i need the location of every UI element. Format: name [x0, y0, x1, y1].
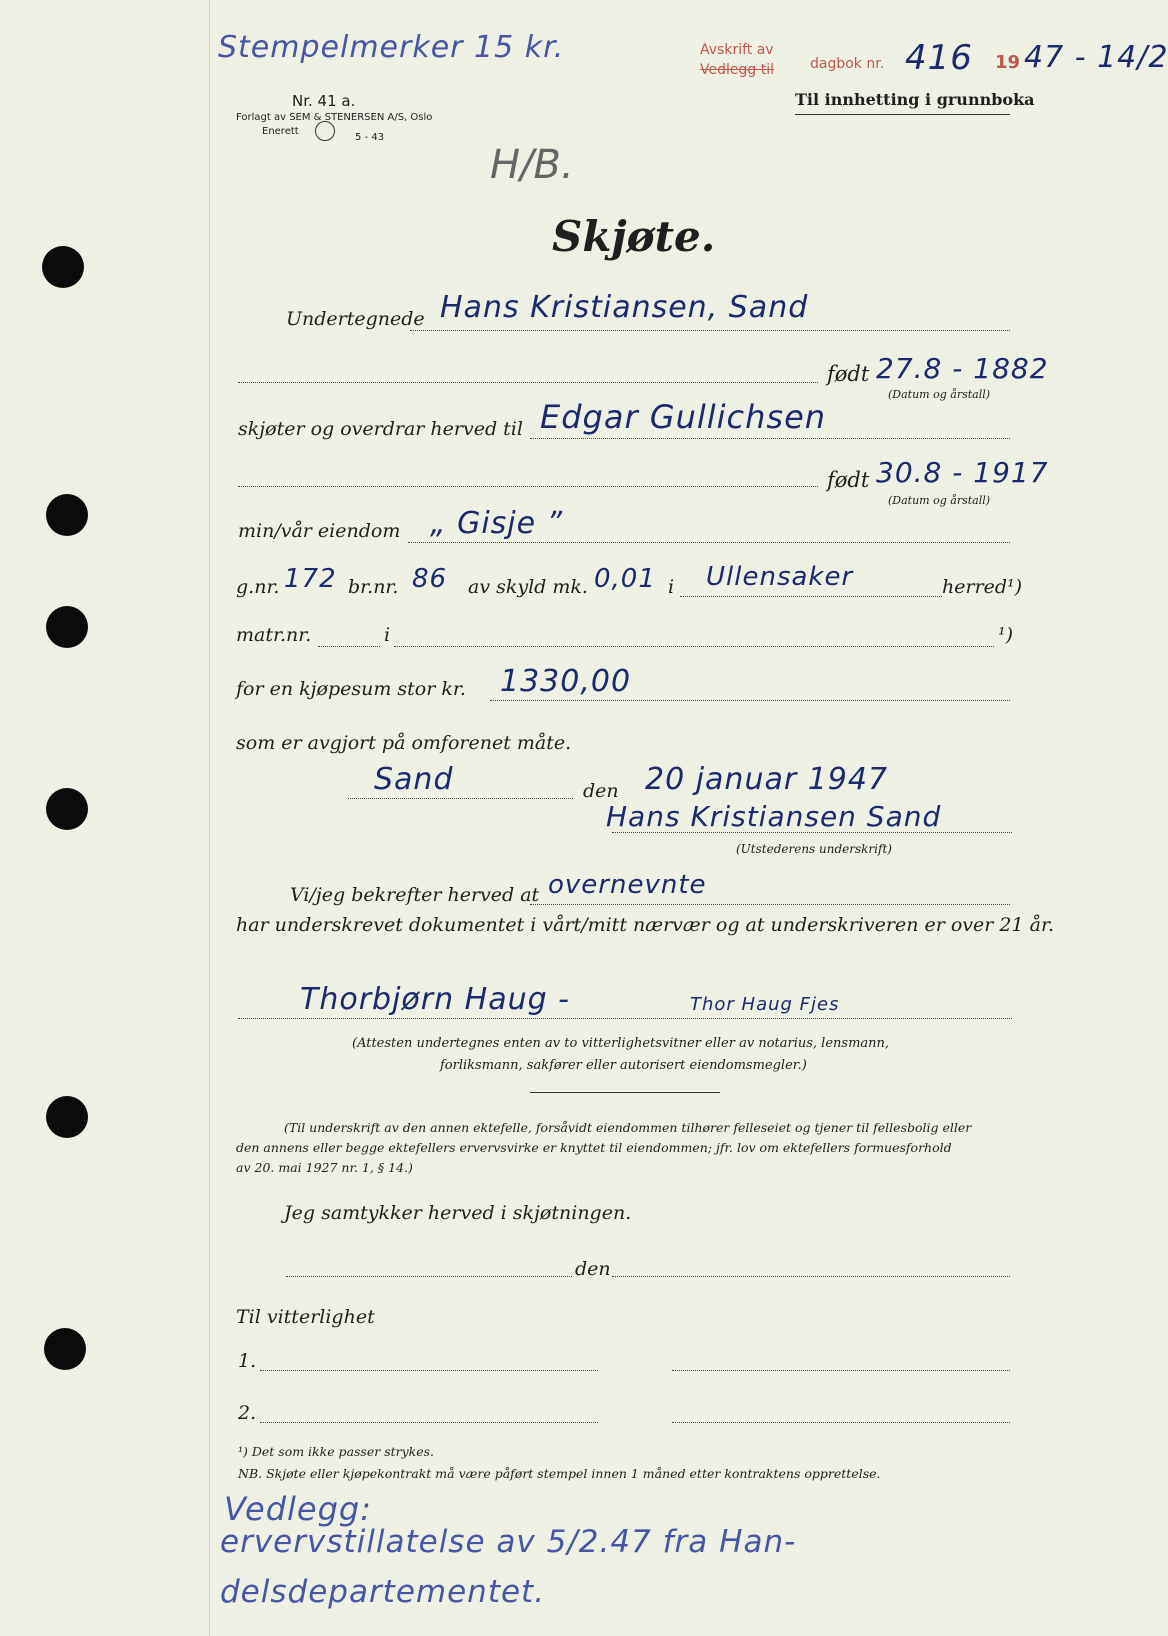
attest-note-2: forliksmann, sakfører eller autorisert eiendomsmegler.): [440, 1058, 807, 1073]
spouse-note-2: den annens eller begge ektefellers ervervsvirke er knyttet til eiendommen; jfr. lov om ektefellers formuesforhold: [236, 1140, 952, 1155]
date-den-label: den: [583, 780, 619, 802]
stamp-avskrift: Avskrift av: [700, 42, 774, 58]
footer-line-3: delsdepartementet.: [220, 1574, 546, 1610]
bekrefter-label: Vi/jeg bekrefter herved at: [290, 884, 540, 906]
datum-hint-2: (Datum og årstall): [888, 494, 991, 507]
matr-footnote-ref: ¹): [998, 624, 1014, 646]
buyer-line: [530, 438, 1010, 439]
page-title: Skjøte.: [552, 212, 716, 261]
spouse-note-3: av 20. mai 1927 nr. 1, § 14.): [236, 1160, 413, 1175]
buyer-name: Edgar Gullichsen: [540, 398, 827, 436]
witness-signature-2: Thor Haug Fjes: [690, 994, 840, 1015]
matr-line-2: [394, 646, 994, 647]
dagbok-number: 416: [905, 38, 973, 78]
publisher-enerett: Enerett: [262, 126, 299, 137]
samtykker-den-label: den: [575, 1258, 611, 1280]
section-divider: [530, 1092, 720, 1093]
stamp-marks-note: Stempelmerker 15 kr.: [218, 30, 565, 65]
registration-underline: [795, 114, 1010, 115]
witness-1-line-b: [672, 1370, 1010, 1371]
datum-hint-1: (Datum og årstall): [888, 388, 991, 401]
eiendom-line: [408, 542, 1010, 543]
footer-line-2: ervervstillatelse av 5/2.47 fra Han-: [220, 1524, 797, 1560]
matr-line: [318, 646, 380, 647]
stamp-dagbok: dagbok nr.: [810, 56, 885, 72]
binder-hole: [46, 606, 88, 648]
witness-2-line-b: [672, 1422, 1010, 1423]
herred-value: Ullensaker: [706, 562, 854, 592]
binder-hole: [42, 246, 84, 288]
herred-label: herred¹): [942, 576, 1023, 598]
samtykker-line: [286, 1276, 572, 1277]
binder-hole: [46, 788, 88, 830]
margin-line: [209, 0, 210, 1636]
seller-name: Hans Kristiansen, Sand: [440, 290, 809, 325]
undertegnede-label: Undertegnede: [286, 308, 425, 330]
seller-birthdate: 27.8 - 1882: [876, 352, 1049, 385]
bekrefter-line: [530, 904, 1010, 905]
publisher-line: Forlagt av SEM & STENERSEN A/S, Oslo: [236, 112, 433, 123]
witness-1-label: 1.: [238, 1350, 257, 1372]
signature-hint: (Utstederens underskrift): [736, 842, 892, 856]
buyer-birthdate: 30.8 - 1917: [876, 456, 1049, 489]
eiendom-name: „ Gisje ”: [430, 506, 564, 541]
skyld-value: 0,01: [594, 564, 656, 594]
samtykker-text: Jeg samtykker herved i skjøtningen.: [284, 1202, 632, 1224]
fodt-1-label: født: [827, 362, 870, 386]
skjoter-label: skjøter og overdrar herved til: [238, 418, 523, 440]
undertegnede-line: [410, 330, 1010, 331]
publisher-logo: [315, 121, 335, 141]
witness-2-label: 2.: [238, 1402, 257, 1424]
fodt-1-leader: [238, 382, 818, 383]
gnr-label: g.nr.: [236, 576, 280, 598]
kjopesum-line: [490, 700, 1010, 701]
gnr-value: 172: [284, 564, 337, 594]
registration-label: Til innhetting i grunnboka: [795, 90, 1035, 109]
spouse-note-1: (Til underskrift av den annen ektefelle, forsåvidt eiendommen tilhører felleseiet og tjener til fellesbolig eller: [284, 1120, 972, 1135]
attest-note-1: (Attesten undertegnes enten av to vitterlighetsvitner eller av notarius, lensmann,: [352, 1036, 890, 1051]
samtykker-line-2: [612, 1276, 1010, 1277]
brnr-value: 86: [412, 564, 448, 594]
fodt-2-label: født: [827, 468, 870, 492]
footer-vedlegg: Vedlegg:: [224, 1490, 372, 1528]
underskrevet-text: har underskrevet dokumentet i vårt/mitt nærvær og at underskriveren er over 21 år.: [236, 914, 1054, 936]
year-printed: 19: [995, 52, 1021, 73]
kjopesum-value: 1330,00: [500, 664, 632, 699]
witness-1-line-a: [260, 1370, 598, 1371]
witness-label: Til vitterlighet: [236, 1306, 375, 1328]
matr-i-label: i: [384, 624, 391, 646]
year-written: 47 - 14/2: [1024, 40, 1168, 75]
brnr-label: br.nr.: [348, 576, 399, 598]
witness-2-line-a: [260, 1422, 598, 1423]
stamp-vedlegg: Vedlegg til: [700, 62, 774, 78]
witness-signature: Thorbjørn Haug -: [300, 982, 571, 1017]
avgjort-text: som er avgjort på omforenet måte.: [236, 732, 572, 754]
footnote-1: ¹) Det som ikke passer strykes.: [238, 1444, 435, 1459]
seller-signature: Hans Kristiansen Sand: [606, 800, 942, 833]
binder-hole: [44, 1328, 86, 1370]
form-number: Nr. 41 a.: [292, 92, 356, 110]
attest-line: [238, 1018, 1012, 1019]
place-line: [348, 798, 573, 799]
fodt-2-leader: [238, 486, 818, 487]
eiendom-label: min/vår eiendom: [238, 520, 401, 542]
skyld-label: av skyld mk.: [468, 576, 588, 598]
initials: H/B.: [490, 142, 574, 188]
footnote-2: NB. Skjøte eller kjøpekontrakt må være påført stempel innen 1 måned etter kontraktens opprettelse.: [238, 1466, 881, 1481]
place-value: Sand: [374, 762, 454, 797]
date-value: 20 januar 1947: [645, 762, 889, 797]
kjopesum-label: for en kjøpesum stor kr.: [236, 678, 466, 700]
binder-hole: [46, 1096, 88, 1138]
bekrefter-value: overnevnte: [548, 870, 707, 900]
matr-label: matr.nr.: [236, 624, 312, 646]
herred-line: [680, 596, 942, 597]
binder-hole: [46, 494, 88, 536]
publisher-date: 5 - 43: [355, 132, 385, 143]
herred-i-label: i: [668, 576, 675, 598]
